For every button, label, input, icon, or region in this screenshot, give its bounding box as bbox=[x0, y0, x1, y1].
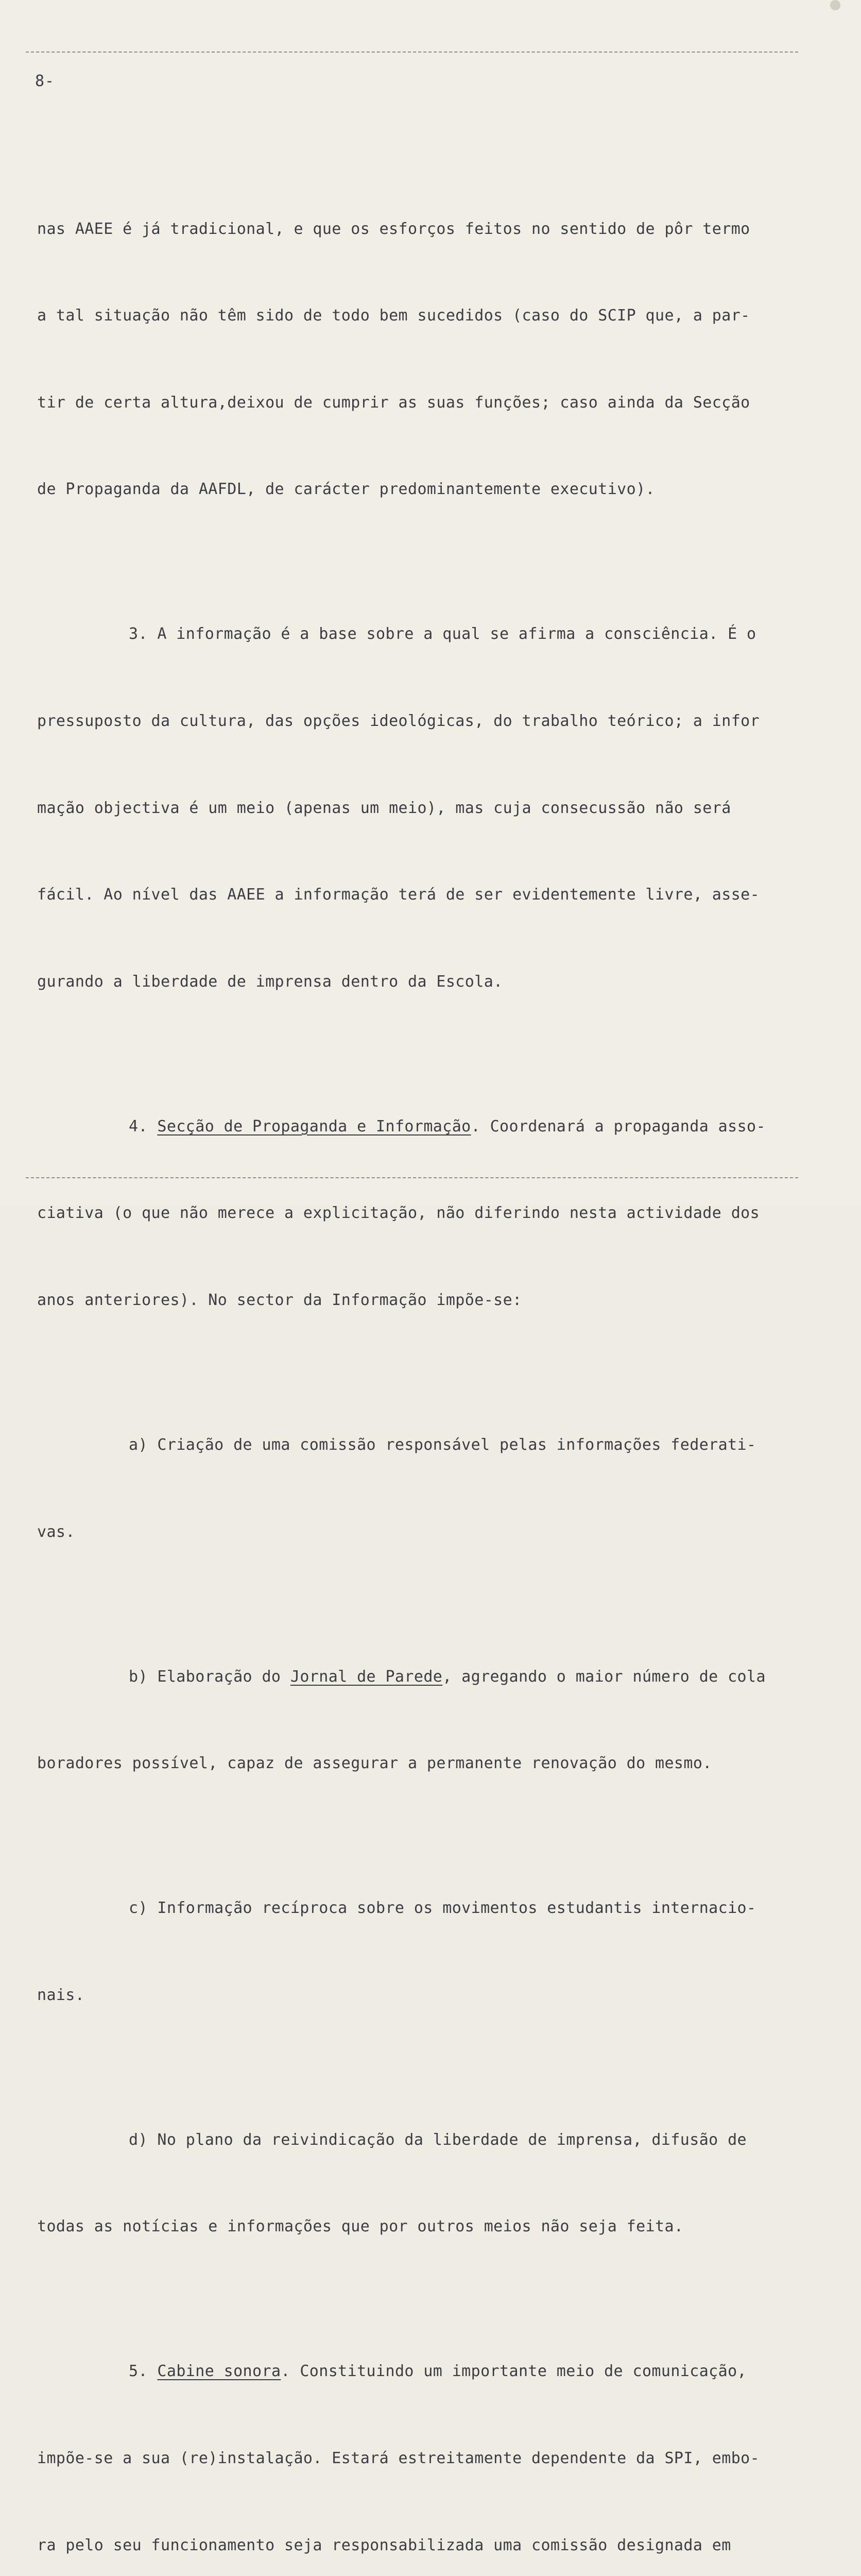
text-fragment: b) Elaboração do bbox=[129, 1667, 290, 1686]
jornal-de-parede-title: Jornal de Parede bbox=[290, 1667, 443, 1686]
text-line: todas as notícias e informações que por outros meios não seja feita. bbox=[37, 2217, 684, 2236]
paper-stain bbox=[830, 0, 840, 10]
text-line: de Propaganda da AAFDL, de carácter predominantemente executivo). bbox=[37, 480, 655, 499]
paragraph-number: 5. bbox=[129, 2362, 148, 2381]
text-line: tir de certa altura,deixou de cumprir as suas funções; caso ainda da Secção bbox=[37, 393, 750, 412]
text-fragment: . Coordenará a propaganda asso- bbox=[471, 1117, 766, 1136]
text-line: 3. A informação é a base sobre a qual se afirma a consciência. É o bbox=[129, 625, 756, 643]
text-line: impõe-se a sua (re)instalação. Estará estreitamente dependente da SPI, embo- bbox=[37, 2449, 760, 2467]
list-item-d: d) No plano da reivindicação da liberdade de imprensa, difusão de bbox=[129, 2130, 747, 2149]
text-line: anos anteriores). No sector da Informação impõe-se: bbox=[37, 1291, 522, 1309]
top-rule bbox=[26, 52, 798, 53]
text-line: nais. bbox=[37, 1986, 85, 2004]
paragraph-4-first-line bbox=[37, 1112, 820, 1141]
text-line: pressuposto da cultura, das opções ideológicas, do trabalho teórico; a infor bbox=[37, 711, 760, 730]
list-item-b bbox=[37, 1663, 820, 1691]
document-body bbox=[37, 128, 820, 2576]
paragraph-number: 4. bbox=[129, 1117, 148, 1136]
section-title-cabine: Cabine sonora bbox=[157, 2362, 281, 2381]
text-line: gurando a liberdade de imprensa dentro da Escola. bbox=[37, 972, 503, 991]
text-line: nas AAEE é já tradicional, e que os esforços feitos no sentido de pôr termo bbox=[37, 219, 750, 238]
bottom-rule bbox=[26, 1177, 798, 1178]
text-line: boradores possível, capaz de assegurar a permanente renovação do mesmo. bbox=[37, 1754, 712, 1773]
list-item-a: a) Criação de uma comissão responsável pelas informações federati- bbox=[129, 1435, 756, 1454]
text-fragment: . Constituindo um importante meio de comunicação, bbox=[281, 2362, 747, 2381]
text-line: a tal situação não têm sido de todo bem sucedidos (caso do SCIP que, a par- bbox=[37, 307, 750, 325]
list-item-c: c) Informação recíproca sobre os movimentos estudantis internacio- bbox=[129, 1899, 756, 1918]
paragraph-5-first-line bbox=[37, 2357, 820, 2386]
text-line: ciativa (o que não merece a explicitação, não diferindo nesta actividade dos bbox=[37, 1204, 760, 1223]
text-line: ra pelo seu funcionamento seja responsabilizada uma comissão designada em bbox=[37, 2536, 731, 2554]
text-line: mação objectiva é um meio (apenas um meio), mas cuja consecussão não será bbox=[37, 799, 731, 817]
text-line: vas. bbox=[37, 1522, 75, 1541]
page-number: 8- bbox=[35, 72, 55, 90]
section-title-propaganda: Secção de Propaganda e Informação bbox=[157, 1117, 471, 1136]
text-fragment: , agregando o maior número de cola bbox=[442, 1667, 766, 1686]
text-line: fácil. Ao nível das AAEE a informação terá de ser evidentemente livre, asse- bbox=[37, 886, 760, 904]
